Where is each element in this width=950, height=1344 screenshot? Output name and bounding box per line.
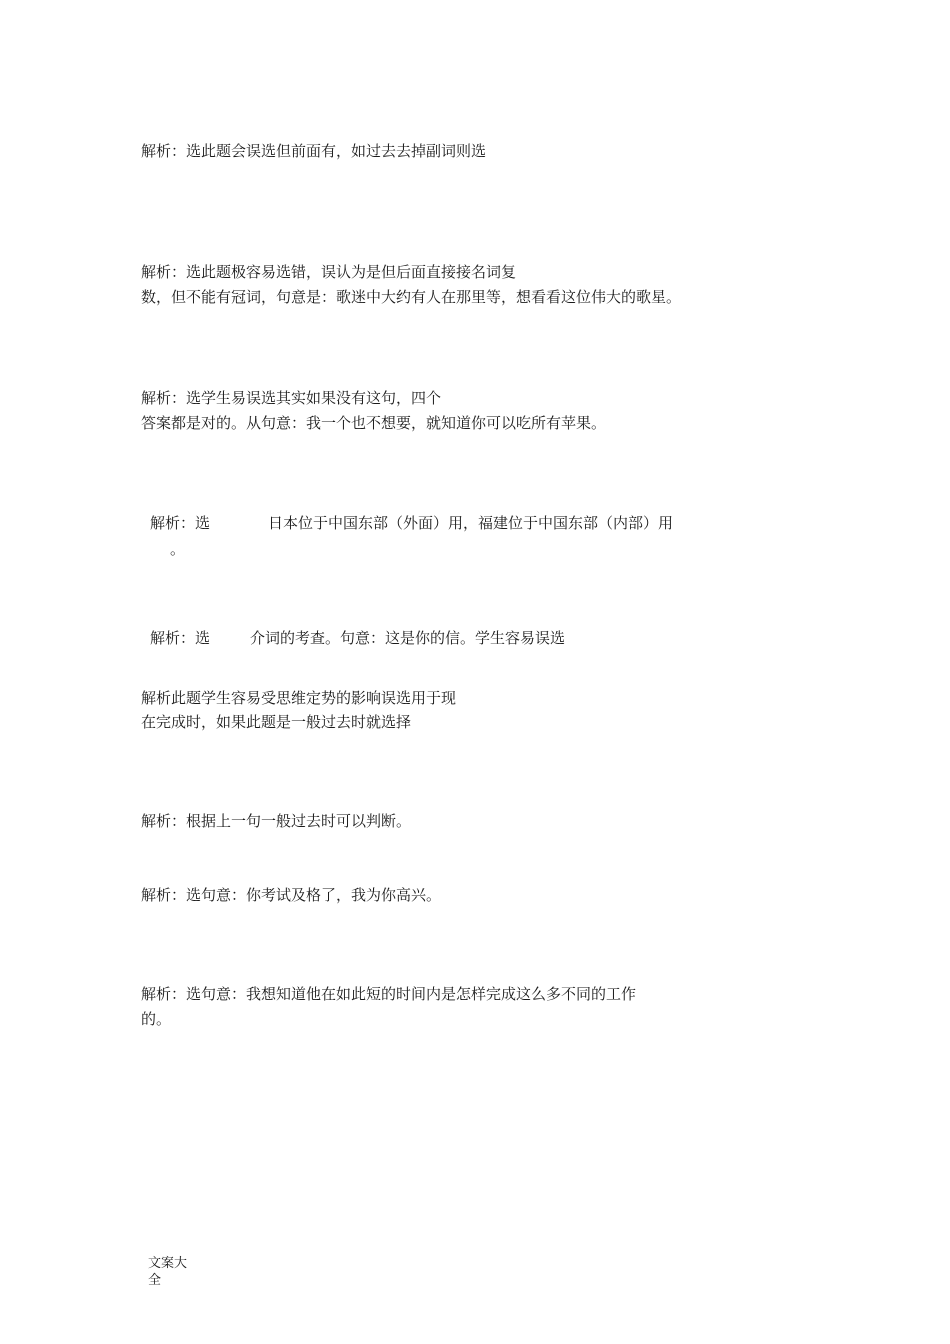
explanation-5-text: 介词的考查。句意：这是你的信。学生容易误选 (250, 629, 566, 647)
explanation-1-line-1: 解析：选此题会误选但前面有，如过去去掉副词则选 (141, 142, 487, 160)
footer-line-1: 文案大 (148, 1256, 188, 1271)
explanation-2-line-1: 解析：选此题极容易选错，误认为是但后面直接接名词复 (141, 263, 517, 281)
explanation-4-label: 解析：选 (150, 514, 211, 532)
explanation-3-line-2: 答案都是对的。从句意：我一个也不想要，就知道你可以吃所有苹果。 (141, 414, 607, 432)
explanation-3-line-1: 解析：选学生易误选其实如果没有这句，四个 (141, 389, 442, 407)
explanation-7-line-1: 解析：根据上一句一般过去时可以判断。 (141, 812, 412, 830)
footer-line-2: 全 (148, 1273, 162, 1288)
explanation-4-period: 。 (170, 540, 186, 558)
explanation-2-line-2: 数，但不能有冠词，句意是：歌迷中大约有人在那里等，想看看这位伟大的歌星。 (141, 288, 682, 306)
explanation-4-text: 日本位于中国东部（外面）用，福建位于中国东部（内部）用 (268, 514, 674, 532)
explanation-5-label: 解析：选 (150, 629, 211, 647)
explanation-9-line-2: 的。 (141, 1010, 172, 1028)
footer-label (148, 1255, 187, 1289)
explanation-6-line-1: 解析此题学生容易受思维定势的影响误选用于现 (141, 689, 457, 707)
explanation-9-line-1: 解析：选句意：我想知道他在如此短的时间内是怎样完成这么多不同的工作 (141, 985, 637, 1003)
explanation-8-line-1: 解析：选句意：你考试及格了，我为你高兴。 (141, 886, 442, 904)
explanation-6-line-2: 在完成时，如果此题是一般过去时就选择 (141, 713, 412, 731)
